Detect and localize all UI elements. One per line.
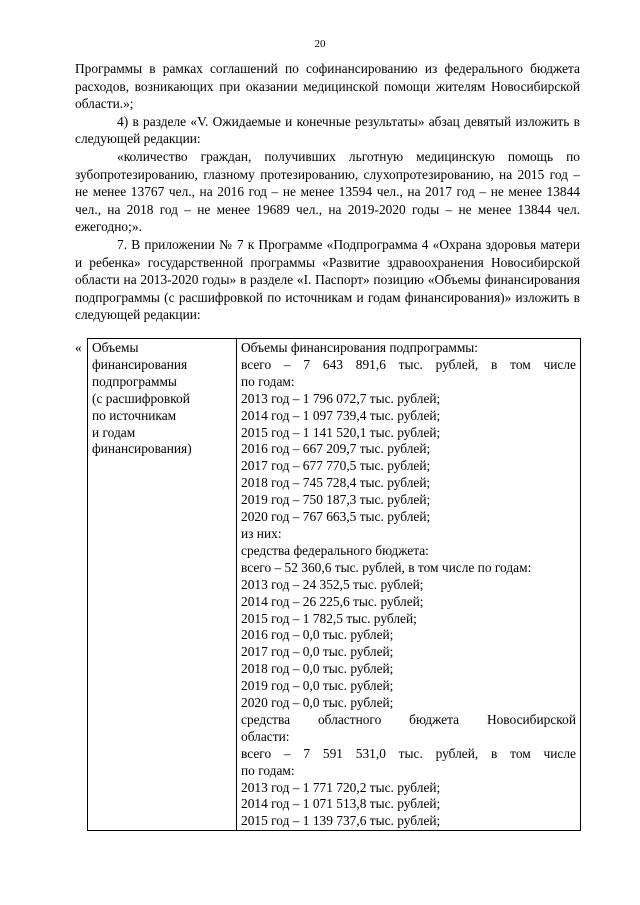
right-line: 2016 год – 667 209,7 тыс. рублей; [241,441,431,457]
right-line: 2016 год – 0,0 тыс. рублей; [241,627,394,643]
right-line: 2013 год – 24 352,5 тыс. рублей; [241,576,424,592]
right-line: средства федерального бюджета: [241,542,429,558]
table-row [88,339,581,831]
opening-quote: « [75,340,82,355]
right-line: 2014 год – 1 097 739,4 тыс. рублей; [241,407,441,423]
paragraph-1: Программы в рамках соглашений по софинансированию из федерального бюджета расходов, возникающих при оказании медицинской помощи жителям Новосибирской области.»; [75,61,580,112]
right-line: Объемы финансирования подпрограммы: [241,340,479,355]
right-line: из них: [241,525,282,541]
right-line: 2017 год – 0,0 тыс. рублей; [241,644,394,660]
page-number: 20 [314,38,326,50]
right-line: 2020 год – 0,0 тыс. рублей; [241,695,394,711]
paragraph-4: 7. В приложении № 7 к Программе «Подпрограмма 4 «Охрана здоровья матери и ребенка» государственной программы «Развитие здравоохранения Новосибирской области на 2013-2020 годы» в разделе «I. Паспорт» позицию «Объемы финансирования подпрограммы (с расшифровкой по источникам и годам финансирования)» изложить в следующей редакции: [75,236,580,323]
right-line: всего – 52 360,6 тыс. рублей, в том числе по годам: [241,559,532,575]
document-body [75,60,580,324]
right-line: области: [241,728,290,744]
right-line: 2015 год – 1 139 737,6 тыс. рублей; [241,813,441,829]
left-line: финансирования) [92,441,192,457]
paragraph-3: «количество граждан, получивших льготную медицинскую помощь по зубопротезированию, глазному протезированию, слухопротезированию, на 2015 год – не менее 13767 чел., на 2016 год – не менее 13594 чел., на 2017 год – не менее 13844 чел., на 2018 год – не менее 19689 чел., на 2019-2020 годы – не менее 13844 чел. ежегодно;». [75,148,580,235]
right-line: 2019 год – 750 187,3 тыс. рублей; [241,492,431,508]
right-line: 2020 год – 767 663,5 тыс. рублей; [241,509,431,525]
passport-table [87,338,581,831]
right-line: всего – 7 591 531,0 тыс. рублей, в том числе [241,745,576,761]
left-line: (с расшифровкой [92,390,190,406]
right-line: 2019 год – 0,0 тыс. рублей; [241,678,394,694]
right-line: 2013 год – 1 771 720,2 тыс. рублей; [241,779,441,795]
right-line: всего – 7 643 891,6 тыс. рублей, в том числе [241,356,576,372]
right-line: по годам: [241,373,295,389]
left-line: подпрограммы [92,373,177,389]
right-line: 2014 год – 26 225,6 тыс. рублей; [241,593,424,609]
left-line: финансирования [92,356,188,372]
paragraph-2: 4) в разделе «V. Ожидаемые и конечные результаты» абзац девятый изложить в следующей редакции: [75,113,580,147]
left-line: и годам [92,424,136,440]
right-line: 2018 год – 745 728,4 тыс. рублей; [241,475,431,491]
left-line: по источникам [92,407,177,423]
right-line: 2014 год – 1 071 513,8 тыс. рублей; [241,796,441,812]
right-line: 2013 год – 1 796 072,7 тыс. рублей; [241,390,441,406]
left-line: Объемы [92,340,139,355]
left-cell [88,339,237,831]
right-line: 2015 год – 1 782,5 тыс. рублей; [241,610,417,626]
right-line: средства областного бюджета Новосибирской [241,711,576,727]
right-line: 2017 год – 677 770,5 тыс. рублей; [241,458,431,474]
right-line: по годам: [241,762,295,778]
right-line: 2018 год – 0,0 тыс. рублей; [241,661,394,677]
right-line: 2015 год – 1 141 520,1 тыс. рублей; [241,424,441,440]
right-cell [237,339,581,831]
